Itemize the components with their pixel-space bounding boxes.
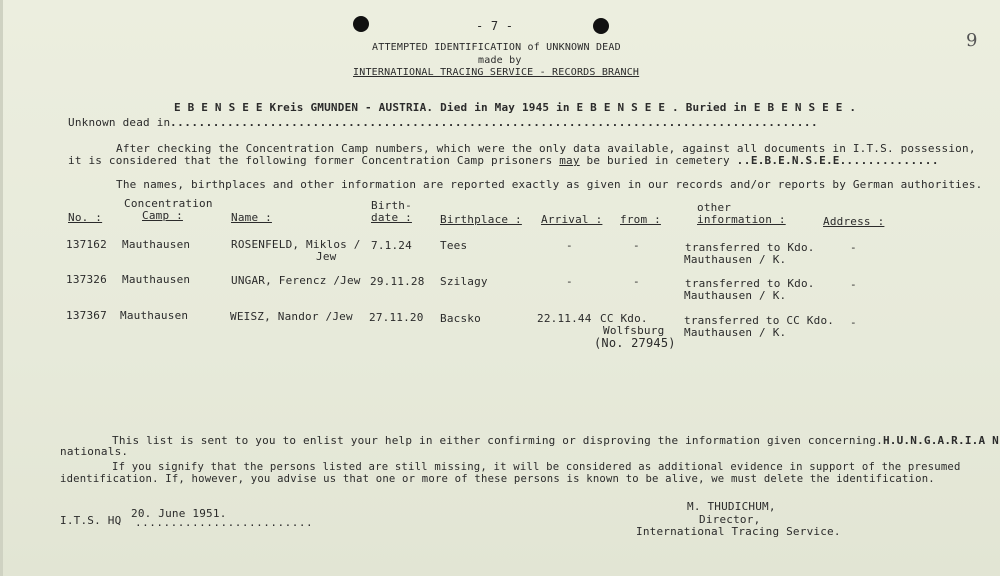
- cell-birthplace: Bacsko: [440, 312, 481, 325]
- footer-line3: If you signify that the persons listed are still missing, it will be considered as additional evidence in support of the presumed: [112, 461, 961, 473]
- cell-no: 137162: [66, 238, 107, 251]
- header-address: Address :: [823, 215, 885, 228]
- intro-paragraph-line2: it is considered that the following former Concentration Camp prisoners may be buried in cemetery ..E.B.E.N.S.E.E..............: [68, 154, 940, 167]
- cell-from-place: Wolfsburg: [603, 324, 665, 337]
- cell-other: transferred to Kdo.: [685, 241, 815, 254]
- cell-no: 137367: [66, 309, 107, 322]
- cell-birthplace: Szilagy: [440, 275, 488, 288]
- signatory-name: M. THUDICHUM,: [687, 500, 776, 513]
- cell-camp: Mauthausen: [120, 309, 189, 322]
- cell-other: transferred to Kdo.: [685, 277, 815, 290]
- punch-hole-right: [593, 18, 609, 34]
- header-birthplace: Birthplace :: [440, 213, 522, 226]
- cemetery-name: E.B.E.N.S.E.E.: [750, 154, 847, 167]
- header-arrival: Arrival :: [541, 213, 603, 226]
- cell-from: -: [633, 275, 640, 288]
- header-from: from :: [620, 213, 661, 226]
- header-camp-line2: Camp :: [142, 209, 183, 222]
- dotted-leader: ...........................................................................................: [170, 116, 819, 129]
- cell-address: -: [850, 278, 857, 291]
- unknown-dead-value: E B E N S E E Kreis GMUNDEN - AUSTRIA. Died in May 1945 in E B E N S E E . Buried in E B E N S E E .: [174, 101, 857, 114]
- signatory-organization: International Tracing Service.: [636, 525, 841, 538]
- cell-from: -: [633, 239, 640, 252]
- header-name: Name :: [231, 211, 272, 224]
- header-other-line1: other: [697, 201, 732, 214]
- cell-other-cont: Mauthausen / K.: [684, 289, 787, 302]
- hq-date: 20. June 1951.: [131, 507, 227, 520]
- document-subtitle: made by: [478, 55, 522, 66]
- cell-birthdate: 27.11.20: [369, 311, 424, 324]
- cell-name: WEISZ, Nandor /Jew: [230, 310, 353, 323]
- cell-address: -: [850, 316, 857, 329]
- header-birthdate-line1: Birth-: [371, 199, 412, 212]
- cell-arrival: -: [566, 239, 573, 252]
- header-other-line2: information :: [697, 213, 786, 226]
- cell-arrival: 22.11.44: [537, 312, 592, 325]
- hq-label: I.T.S. HQ: [60, 514, 122, 527]
- names-note: The names, birthplaces and other information are reported exactly as given in our records and/or reports by German authorities.: [116, 178, 983, 191]
- cell-from: CC Kdo.: [600, 312, 648, 325]
- cell-other-cont: Mauthausen / K.: [684, 253, 787, 266]
- punch-hole-left: [353, 16, 369, 32]
- hq-dotted-leader: .........................: [135, 516, 314, 529]
- cell-from-number: (No. 27945): [594, 336, 676, 350]
- cell-birthdate: 7.1.24: [371, 239, 412, 252]
- footer-line1: This list is sent to you to enlist your help in either confirming or disproving the information given concerning.H.U.N.G.A.R.I.A N: [112, 434, 999, 447]
- cell-arrival: -: [566, 275, 573, 288]
- may-underlined: may: [559, 154, 580, 167]
- cell-other-cont: Mauthausen / K.: [684, 326, 787, 339]
- document-title: ATTEMPTED IDENTIFICATION of UNKNOWN DEAD: [372, 42, 621, 53]
- cell-name: UNGAR, Ferencz /Jew: [231, 274, 361, 287]
- cell-birthplace: Tees: [440, 239, 468, 252]
- header-birthdate-line2: date :: [371, 211, 412, 224]
- intro-paragraph-line1: After checking the Concentration Camp numbers, which were the only data available, against all documents in I.T.S. possession,: [116, 142, 976, 155]
- cell-camp: Mauthausen: [122, 273, 191, 286]
- header-camp-line1: Concentration: [124, 197, 213, 210]
- issuing-branch: INTERNATIONAL TRACING SERVICE - RECORDS BRANCH: [353, 67, 640, 78]
- nationality: H.U.N.G.A.R.I.A N: [882, 434, 999, 447]
- cell-camp: Mauthausen: [122, 238, 191, 251]
- footer-line2: nationals.: [60, 445, 129, 458]
- cell-name-cont: Jew: [316, 250, 337, 263]
- margin-number: 9: [966, 30, 978, 51]
- unknown-dead-label: Unknown dead in: [68, 116, 171, 129]
- cell-no: 137326: [66, 273, 107, 286]
- cell-birthdate: 29.11.28: [370, 275, 425, 288]
- footer-line4: identification. If, however, you advise us that one or more of these persons is known to be alive, we must delete the identification.: [60, 473, 935, 485]
- cell-other: transferred to CC Kdo.: [684, 314, 835, 327]
- cell-address: -: [850, 241, 857, 254]
- signatory-title: Director,: [699, 513, 761, 526]
- page-number: - 7 -: [476, 19, 514, 33]
- header-no: No. :: [68, 211, 103, 224]
- cell-name: ROSENFELD, Miklos /: [231, 238, 361, 251]
